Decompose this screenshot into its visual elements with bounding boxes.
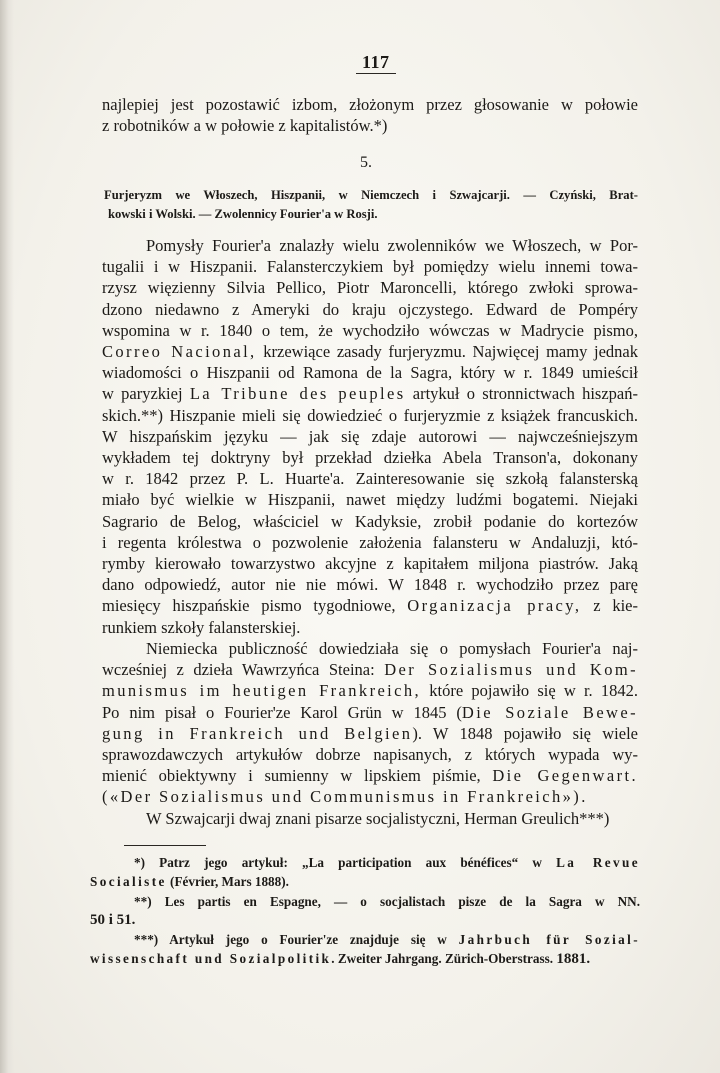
text-line: sprawozdawczych artykułów dobrze napisanych, z których wypada wy-	[102, 745, 638, 765]
paragraph-germany	[102, 638, 638, 808]
text-line: Sagrario de Belog, właściciel w Kadyksie, zrobił podanie do kortezów	[102, 511, 638, 531]
text-line	[102, 383, 638, 404]
text-line: z robotników a w połowie z kapitalistów.*)	[102, 116, 388, 136]
text-line: wykładem tej doktryny był przekład dziełka Abela Transon'a, dokonany	[102, 448, 638, 468]
text-line: dano odpowiedź, autor nie nie mówi. W 1848 r. wychodziło przez parę	[102, 575, 638, 595]
text-run: . Zweiter Jahrgang. Zürich-Oberstrass.	[331, 951, 557, 967]
text-line: wspomina w r. 1840 o tem, że wychodziło wówczas w Madrycie pismo,	[102, 320, 638, 340]
paragraph-romance-countries	[102, 235, 638, 638]
spaced-title: Die Gegenwart.	[492, 766, 638, 786]
text-line: rymby kierowało towarzystwo akcyjne z kapitałem miljona piastrów. Jaką	[102, 554, 638, 574]
summary-line: kowski i Wolski. — Zwolennicy Fourier'a w Rosji.	[108, 207, 378, 221]
text-line: Pomysły Fourier'a znalazły wielu zwolenników we Włoszech, w Por-	[146, 236, 638, 255]
text-run: Po nim pisał o Fourier'ze Karol Grün w 1845 (	[102, 702, 462, 722]
text-line: miało być wielkie w Hiszpanii, nawet między ludźmi bogatemi. Niejaki	[102, 490, 638, 510]
footnote-line	[90, 872, 640, 891]
spaced-title: Jahrbuch für Sozial-	[458, 932, 640, 948]
text-run: *) Patrz jego artykuł: „La participation aux bénéfices“ w	[134, 855, 557, 870]
summary-line: Furjeryzm we Włoszech, Hiszpanii, w Niemczech i Szwajcarji. — Czyński, Brat-	[104, 188, 638, 202]
text-run: które pojawiło się w r. 1842.	[421, 681, 638, 701]
footnote-line	[90, 949, 640, 969]
footnote-line: 50 i 51.	[90, 911, 136, 928]
text-run: ). W 1848 pojawiło się wiele	[412, 723, 638, 743]
opening-paragraph	[102, 94, 638, 136]
section-number: 5.	[360, 154, 372, 171]
spaced-title: munismus im heutigen Frankreich,	[102, 681, 422, 701]
text-line: dzono niedawno z Ameryki do kraju ojczystego. Edward de Pompéry	[102, 299, 638, 319]
footnote-rule	[124, 845, 206, 846]
text-line	[102, 659, 638, 680]
text-line	[102, 765, 638, 786]
footnote-line	[90, 930, 640, 949]
text-line: skich.**) Hiszpanie mieli się dowiedzieć o furjeryzmie z książek francuskich.	[102, 405, 638, 425]
spaced-title: Socialiste	[90, 874, 167, 890]
text-run: z kie-	[581, 596, 639, 616]
text-line: Niemiecka publiczność dowiedziała się o pomysłach Fourier'a naj-	[146, 639, 638, 658]
spaced-title: Der Sozialismus und Kom-	[384, 660, 638, 680]
text-line: i regenta królestwa o pozwolenie założenia falansteru w Andaluzji, któ-	[102, 532, 638, 552]
text-line	[102, 702, 638, 723]
text-line	[102, 680, 638, 701]
text-run: mienić obiektywny i sumienny w lipskiem piśmie,	[102, 766, 493, 786]
text-line	[102, 341, 638, 362]
footnotes	[90, 853, 640, 970]
text-run: 1881.	[556, 951, 591, 968]
paragraph-switzerland	[102, 808, 638, 829]
spaced-title: gung in Frankreich und Belgien	[102, 723, 413, 743]
section-summary	[104, 186, 638, 224]
text-line: W Szwajcarji dwaj znani pisarze socjalistyczni, Herman Greulich***)	[146, 809, 610, 828]
text-line: rzysz więzienny Silvia Pellico, Piotr Maroncelli, którego zwłoki sprowa-	[102, 278, 638, 298]
text-line: W hiszpańskim języku — jak się zdaje autorowi — najwcześniejszym	[102, 426, 638, 446]
text-run: artykuł o stronnictwach hiszpań-	[405, 384, 638, 404]
spaced-title: La Tribune des peuples	[189, 384, 406, 404]
text-line: wiadomości o Hiszpanii od Ramona de la Sagra, który w r. 1849 umieścił	[102, 363, 638, 383]
footnote-line: **) Les partis en Espagne, — o socjalistach pisze de la Sagra w NN.	[134, 893, 640, 909]
spaced-title: Die Soziale Bewe-	[461, 702, 638, 722]
text-run: ***) Artykuł jego o Fourier'ze znajduje się w	[134, 932, 459, 948]
text-run: miesięcy hiszpańskie pismo tygodniowe,	[102, 596, 408, 616]
spaced-title: Organizacja pracy,	[407, 596, 582, 616]
text-line: runkiem szkoły falansterskiej.	[102, 617, 301, 637]
text-line: najlepiej jest pozostawić izbom, złożonym przez głosowanie w połowie	[102, 95, 638, 114]
page-number: 117	[362, 52, 390, 72]
spaced-title: wissenschaft und Sozialpolitik	[90, 951, 332, 967]
text-run: (Février, Mars 1888).	[166, 874, 289, 890]
text-line: w r. 1842 przez P. L. Huarte'a. Zainteresowanie się szkołą falansterską	[102, 469, 638, 489]
spaced-title: Correo Nacional,	[102, 342, 257, 362]
text-run: wcześniej z dzieła Wawrzyńca Steina:	[102, 660, 385, 680]
text-line	[102, 595, 638, 616]
page-number-rule	[356, 73, 396, 74]
text-line: tugalii i w Hiszpanii. Falansterczykiem był pomiędzy wielu innemi towa-	[102, 257, 638, 277]
page-binding-edge	[0, 0, 14, 1073]
text-line	[102, 723, 638, 744]
text-run: krzewiące zasady furjeryzmu. Najwięcej mamy jednak	[256, 342, 638, 362]
spaced-title: («Der Sozialismus und Communismus in Frankreich»).	[102, 787, 588, 807]
footnote-line	[90, 853, 640, 872]
text-run: w paryzkiej	[102, 384, 190, 404]
spaced-title: La Revue	[556, 855, 641, 870]
text-line	[102, 786, 638, 807]
